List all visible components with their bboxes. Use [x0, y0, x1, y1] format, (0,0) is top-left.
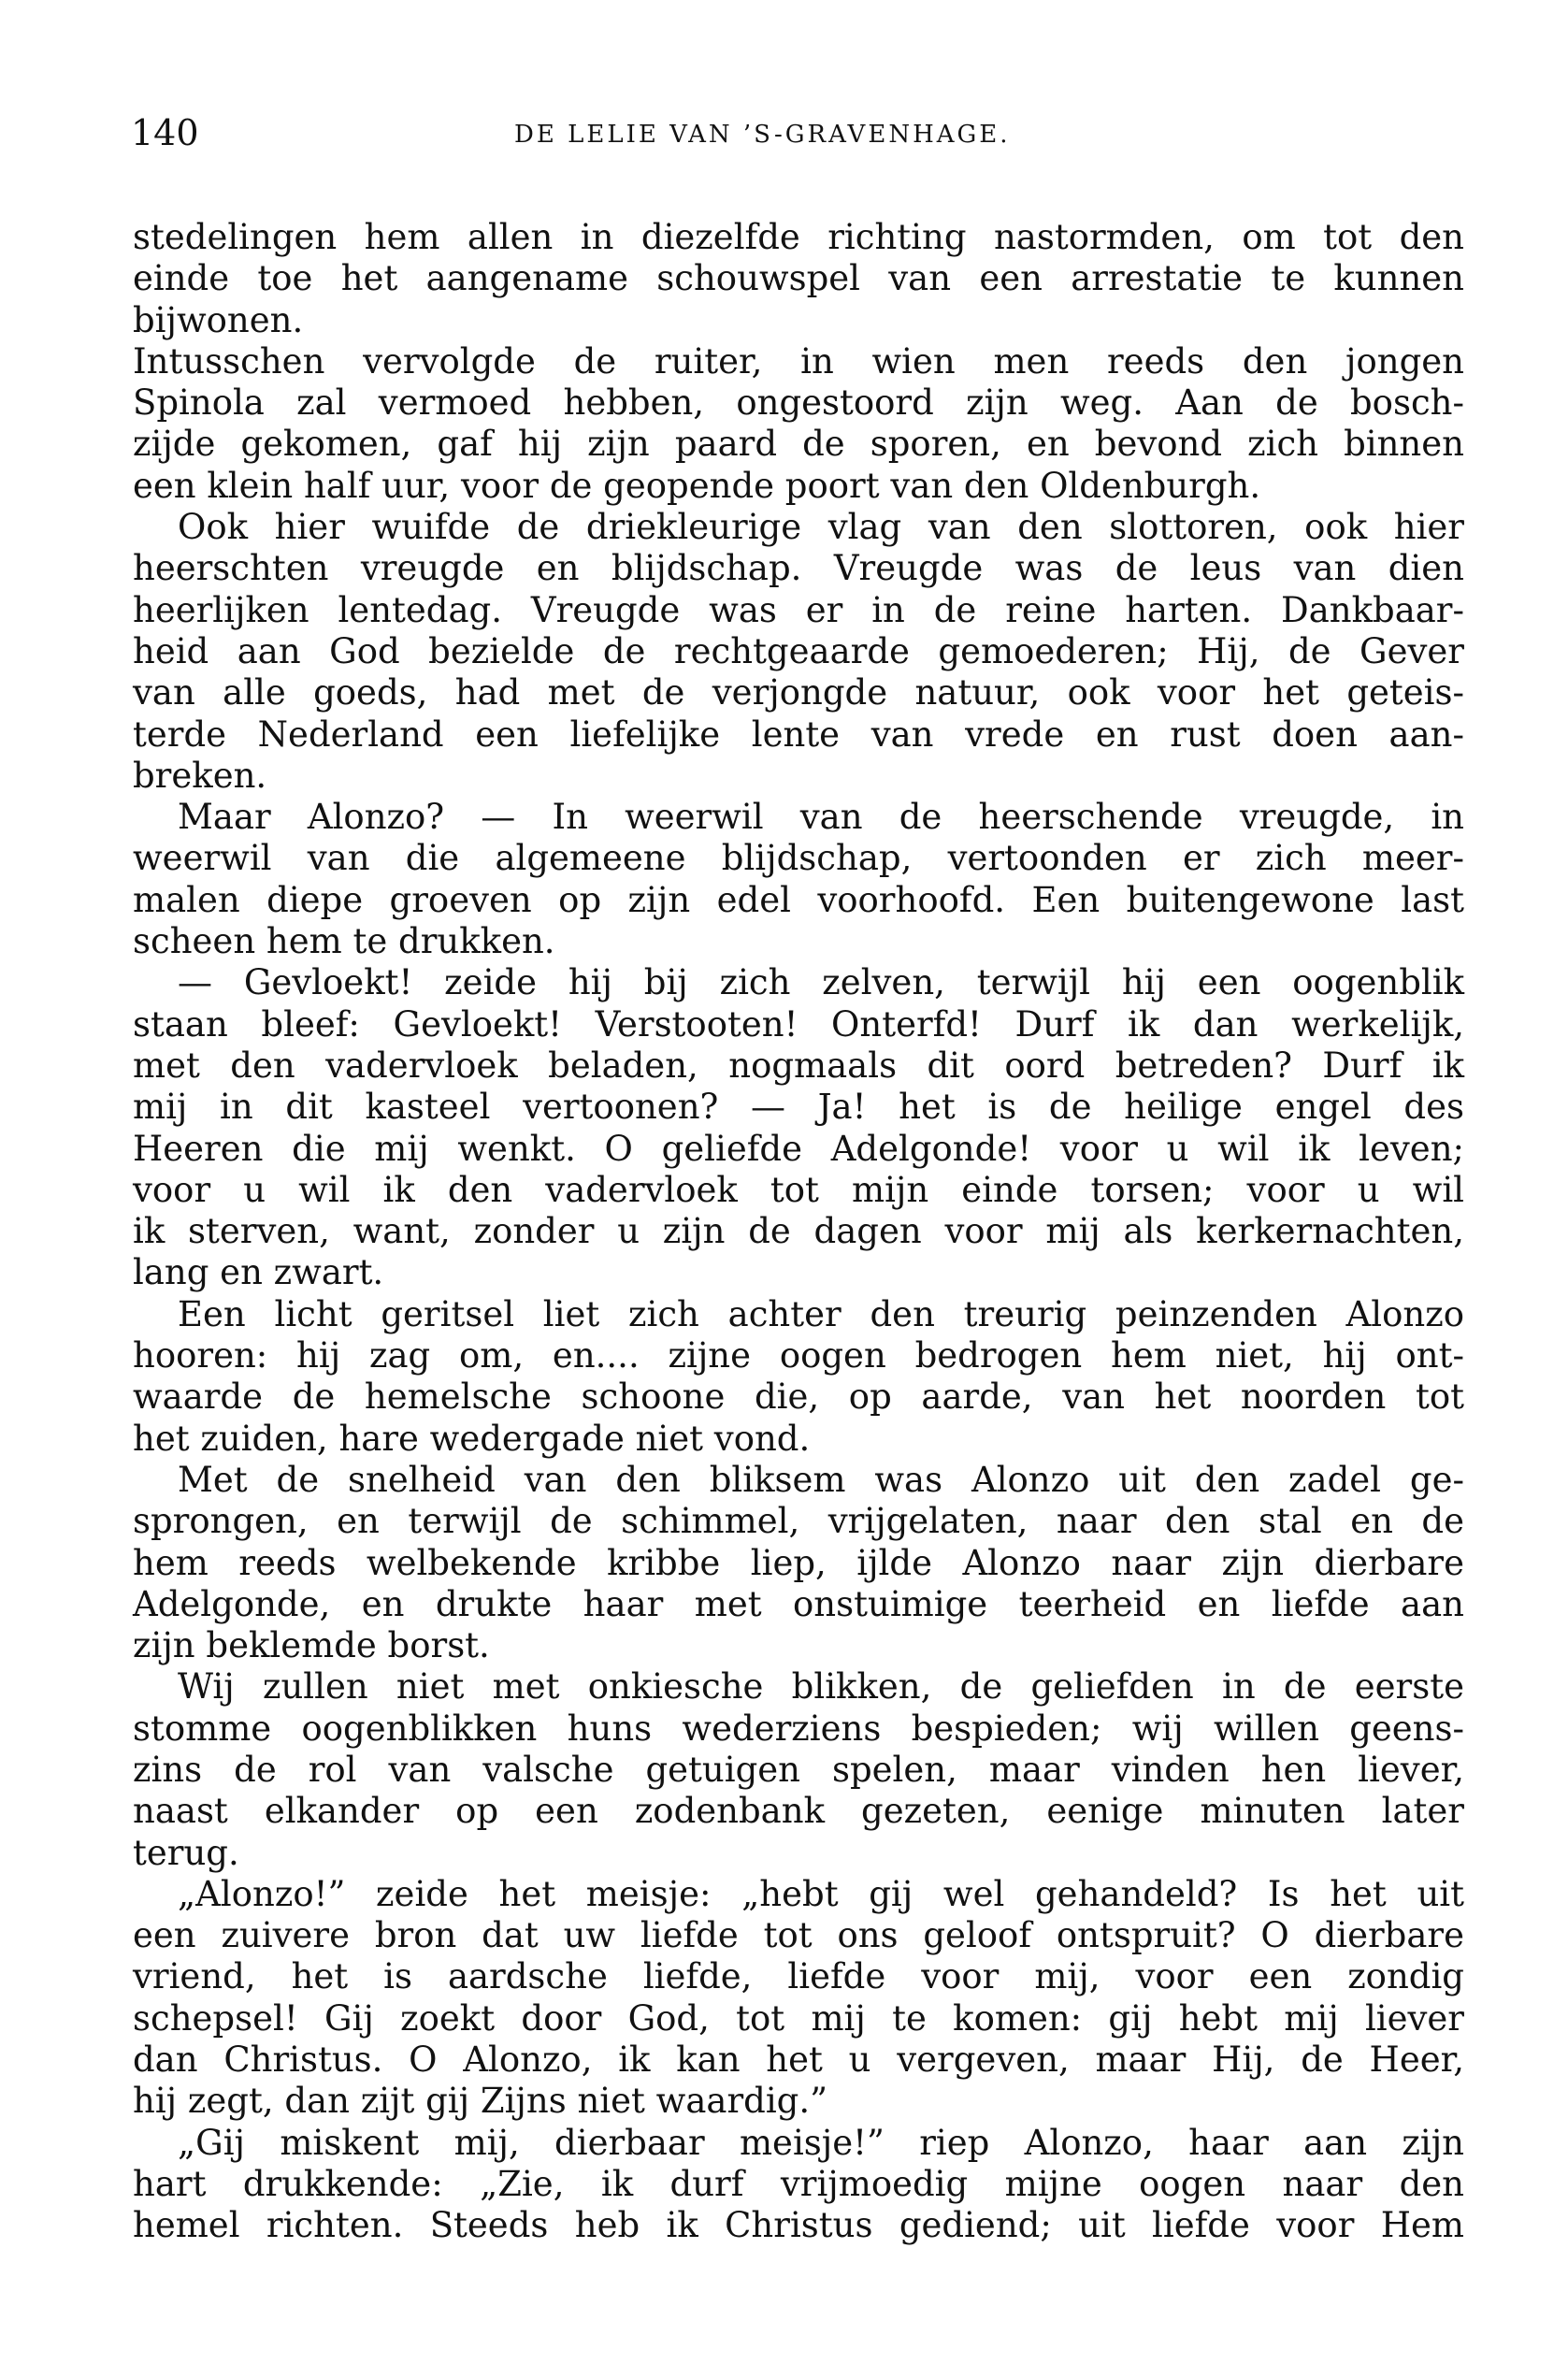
text-line: waarde de hemelsche schoone die, op aarde, van het noorden tot — [133, 1376, 1464, 1418]
text-line: ik sterven, want, zonder u zijn de dagen voor mij als kerkernachten, — [133, 1211, 1464, 1252]
text-line: vriend, het is aardsche liefde, liefde voor mij, voor een zondig — [133, 1956, 1464, 1997]
text-line: — Gevloekt! zeide hij bij zich zelven, terwijl hij een oogenblik — [178, 962, 1464, 1003]
text-line: „Alonzo!” zeide het meisje: „hebt gij wel gehandeld? Is het uit — [178, 1873, 1464, 1914]
text-line: Adelgonde, en drukte haar met onstuimige teerheid en liefde aan — [133, 1583, 1464, 1624]
text-line: Wij zullen niet met onkiesche blikken, de geliefden in de eerste — [178, 1666, 1464, 1708]
page-header — [131, 110, 1468, 166]
text-line: terde Nederland een liefelijke lente van vrede en rust doen aan- — [133, 713, 1464, 755]
text-line: breken. — [133, 755, 267, 796]
text-line: staan bleef: Gevloekt! Verstooten! Onterfd! Durf ik dan werkelijk, — [133, 1003, 1464, 1045]
text-line: „Gij miskent mij, dierbaar meisje!” riep Alonzo, haar aan zijn — [178, 2122, 1464, 2163]
text-line: voor u wil ik den vadervloek tot mijn einde torsen; voor u wil — [133, 1169, 1464, 1210]
text-line: hem reeds welbekende kribbe liep, ijlde Alonzo naar zijn dierbare — [133, 1542, 1464, 1583]
text-line: Met de snelheid van den bliksem was Alonzo uit den zadel ge- — [178, 1459, 1464, 1500]
text-line: mij in dit kasteel vertoonen? — Ja! het is de heilige engel des — [133, 1087, 1464, 1128]
text-line: Heeren die mij wenkt. O geliefde Adelgonde! voor u wil ik leven; — [133, 1128, 1464, 1169]
running-title: DE LELIE VAN ’S-GRAVENHAGE. — [514, 121, 1011, 149]
text-line: stedelingen hem allen in diezelfde richting nastormden, om tot den — [133, 217, 1464, 257]
text-line: hemel richten. Steeds heb ik Christus gediend; uit liefde voor Hem — [133, 2205, 1464, 2246]
text-line: scheen hem te drukken. — [133, 921, 555, 962]
text-line: schepsel! Gij zoekt door God, tot mij te komen: gij hebt mij liever — [133, 1997, 1464, 2039]
text-line: zins de rol van valsche getuigen spelen, maar vinden hen liever, — [133, 1749, 1464, 1790]
text-line: Maar Alonzo? — In weerwil van de heerschende vreugde, in — [178, 797, 1464, 838]
text-line: Spinola zal vermoed hebben, ongestoord zijn weg. Aan de bosch- — [133, 382, 1464, 424]
text-line: het zuiden, hare wedergade niet vond. — [133, 1418, 811, 1459]
text-line: hart drukkende: „Zie, ik durf vrijmoedig mijne oogen naar den — [133, 2163, 1464, 2204]
text-line: een zuivere bron dat uw liefde tot ons geloof ontspruit? O dierbare — [133, 1915, 1464, 1956]
text-line: hij zegt, dan zijt gij Zijns niet waardig.” — [133, 2081, 828, 2122]
text-line: naast elkander op een zodenbank gezeten, eenige minuten later — [133, 1791, 1464, 1832]
page-number: 140 — [131, 112, 199, 153]
text-line: einde toe het aangename schouwspel van een arrestatie te kunnen — [133, 258, 1464, 299]
text-line: terug. — [133, 1832, 239, 1873]
text-line: malen diepe groeven op zijn edel voorhoofd. Een buitengewone last — [133, 879, 1464, 920]
text-line: hooren: hij zag om, en.... zijne oogen bedrogen hem niet, hij ont- — [133, 1335, 1464, 1376]
text-line: zijn beklemde borst. — [133, 1625, 490, 1666]
text-line: dan Christus. O Alonzo, ik kan het u vergeven, maar Hij, de Heer, — [133, 2039, 1464, 2081]
text-line: van alle goeds, had met de verjongde natuur, ook voor het geteis- — [133, 672, 1464, 713]
text-line: stomme oogenblikken huns wederziens bespieden; wij willen geens- — [133, 1708, 1464, 1749]
text-line: sprongen, en terwijl de schimmel, vrijgelaten, naar den stal en de — [133, 1501, 1464, 1542]
body-text — [133, 217, 1464, 2247]
text-line: Een licht geritsel liet zich achter den treurig peinzenden Alonzo — [178, 1293, 1464, 1334]
text-line: heid aan God bezielde de rechtgeaarde gemoederen; Hij, de Gever — [133, 630, 1464, 671]
text-line: bijwonen. — [133, 299, 304, 340]
text-line: heerlijken lentedag. Vreugde was er in de reine harten. Dankbaar- — [133, 589, 1464, 630]
text-line: lang en zwart. — [133, 1252, 384, 1293]
text-line: Intusschen vervolgde de ruiter, in wien men reeds den jongen — [133, 340, 1464, 382]
text-line: met den vadervloek beladen, nogmaals dit oord betreden? Durf ik — [133, 1045, 1464, 1086]
text-line: Ook hier wuifde de driekleurige vlag van den slottoren, ook hier — [178, 507, 1464, 548]
text-line: weerwil van die algemeene blijdschap, vertoonden er zich meer- — [133, 838, 1464, 879]
text-line: heerschten vreugde en blijdschap. Vreugde was de leus van dien — [133, 548, 1464, 589]
text-line: zijde gekomen, gaf hij zijn paard de sporen, en bevond zich binnen — [133, 424, 1464, 465]
text-line: een klein half uur, voor de geopende poort van den Oldenburgh. — [133, 465, 1261, 506]
